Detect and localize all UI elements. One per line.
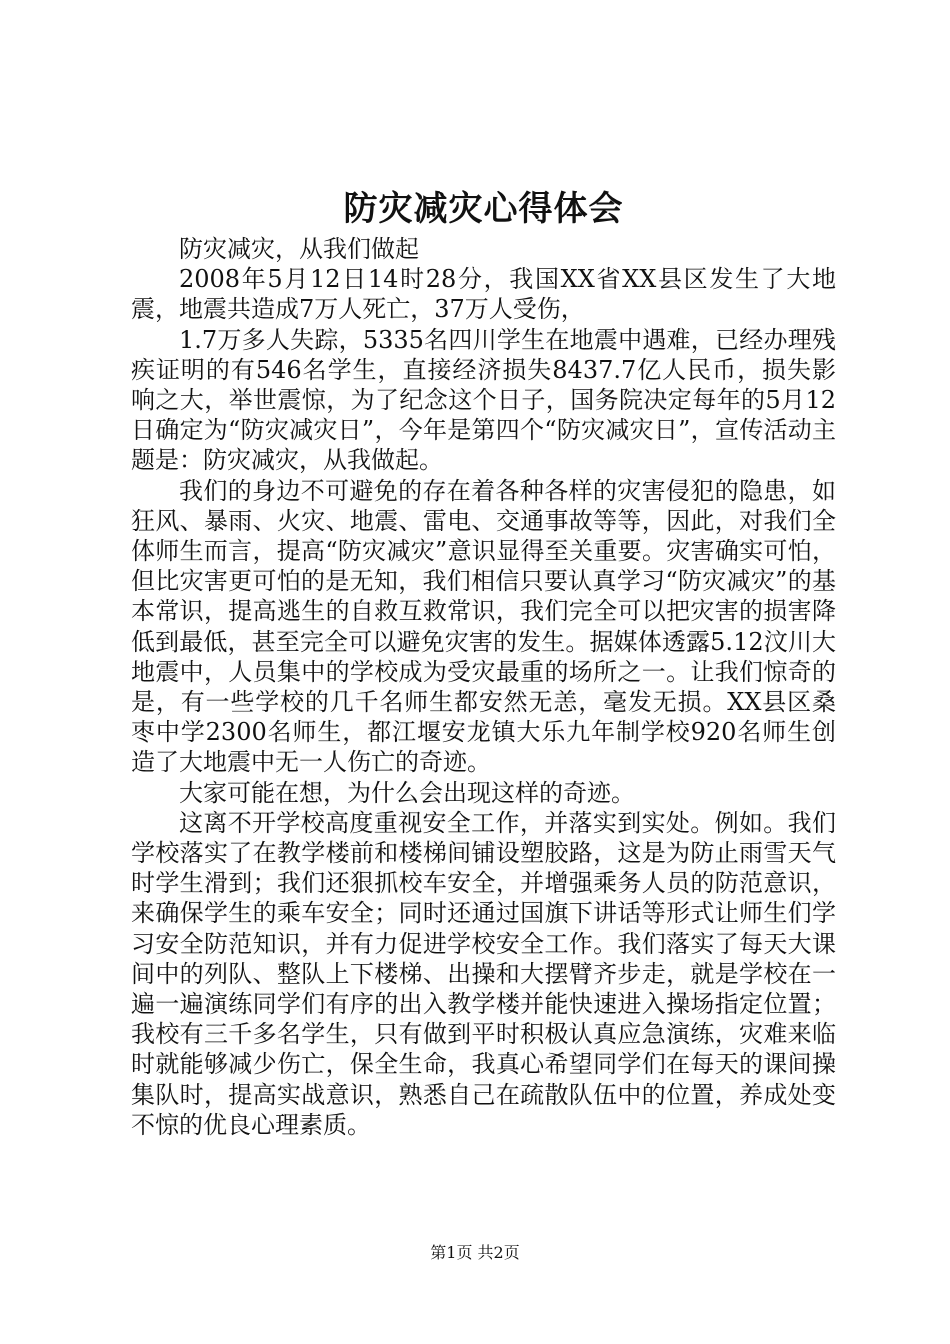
document-body — [131, 234, 836, 1140]
document-title: 防灾减灾心得体会 — [343, 189, 624, 229]
paragraph: 这离不开学校高度重视安全工作，并落实到实处。例如。我们学校落实了在教学楼前和楼梯间铺设塑胶路，这是为防止雨雪天气时学生滑到；我们还狠抓校车安全，并增强乘务人员的防范意识，来确保学生的乘车安全；同时还通过国旗下讲话等形式让师生们学习安全防范知识，并有力促进学校安全工作。我们落实了每天大课间中的列队、整队上下楼梯、出操和大摆臂齐步走，就是学校在一遍一遍演练同学们有序的出入教学楼并能快速进入操场指定位置；我校有三千多名学生，只有做到平时积极认真应急演练，灾难来临时就能够减少伤亡，保全生命，我真心希望同学们在每天的课间操集队时，提高实战意识，熟悉自己在疏散队伍中的位置，养成处变不惊的优良心理素质。 — [131, 808, 836, 1139]
page-number-footer: 第1页 共2页 — [430, 1243, 520, 1262]
paragraph: 1.7万多人失踪，5335名四川学生在地震中遇难，已经办理残疾证明的有546名学生，直接经济损失8437.7亿人民币，损失影响之大，举世震惊，为了纪念这个日子，国务院决定每年的5月12日确定为“防灾减灾日”，今年是第四个“防灾减灾日”，宣传活动主题是：防灾减灾，从我做起。 — [131, 325, 836, 475]
paragraph: 大家可能在想，为什么会出现这样的奇迹。 — [179, 778, 635, 807]
paragraph: 我们的身边不可避免的存在着各种各样的灾害侵犯的隐患，如狂风、暴雨、火灾、地震、雷电、交通事故等等，因此，对我们全体师生而言，提高“防灾减灾”意识显得至关重要。灾害确实可怕，但比灾害更可怕的是无知，我们相信只要认真学习“防灾减灾”的基本常识，提高逃生的自救互救常识，我们完全可以把灾害的损害降低到最低，甚至完全可以避免灾害的发生。据媒体透露5.12汶川大地震中，人员集中的学校成为受灾最重的场所之一。让我们惊奇的是，有一些学校的几千名师生都安然无恙，毫发无损。XX县区桑枣中学2300名师生，都江堰安龙镇大乐九年制学校920名师生创造了大地震中无一人伤亡的奇迹。 — [131, 476, 836, 777]
paragraph: 2008年5月12日14时28分，我国XX省XX县区发生了大地震，地震共造成7万人死亡，37万人受伤， — [131, 265, 836, 324]
paragraph-subtitle: 防灾减灾，从我们做起 — [179, 235, 419, 263]
document-page — [131, 186, 836, 1140]
